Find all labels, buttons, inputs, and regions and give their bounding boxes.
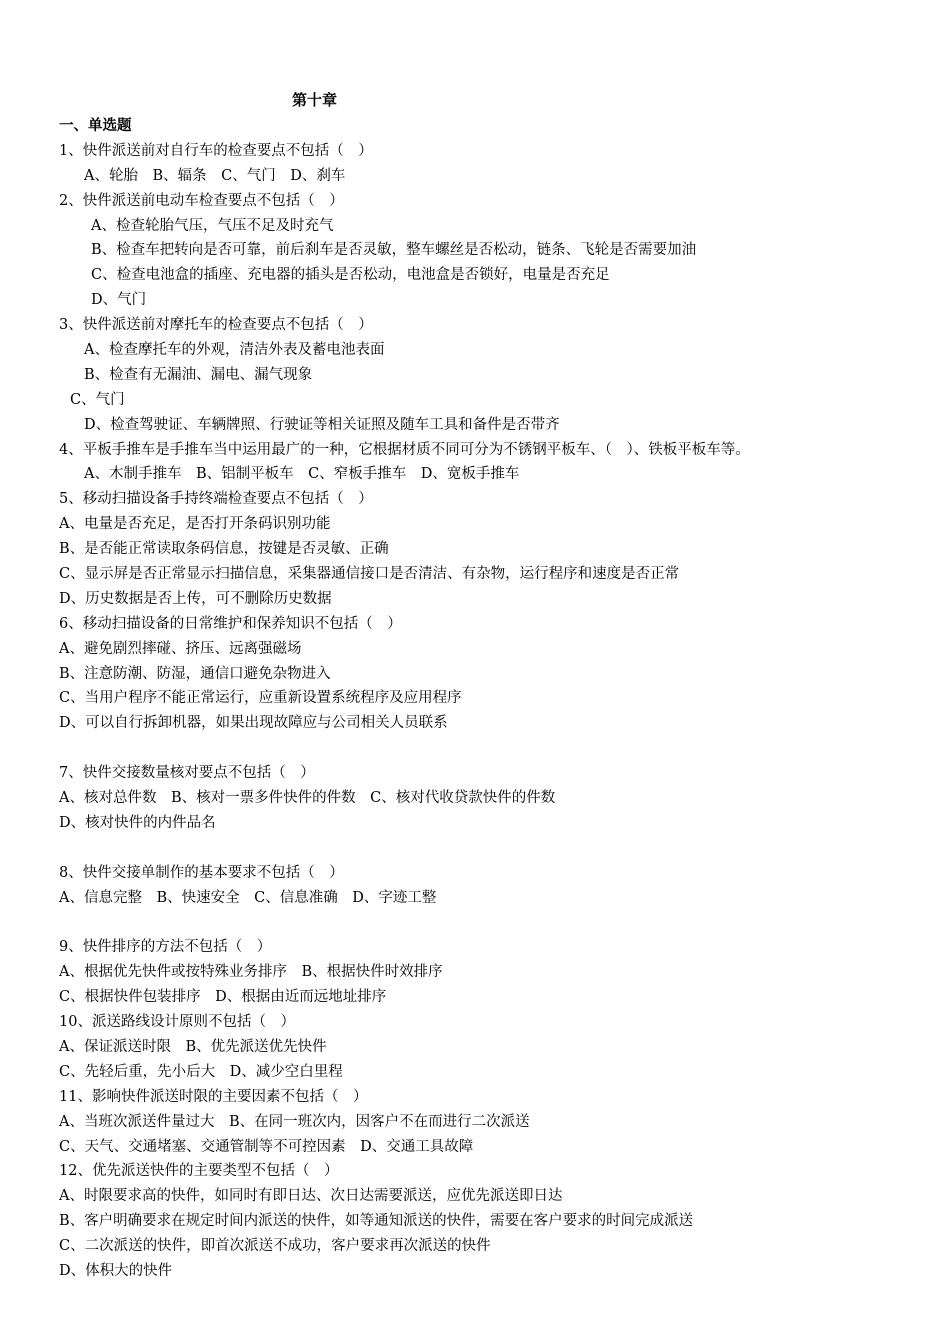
answer-option: B、客户明确要求在规定时间内派送的快件，如等通知派送的快件，需要在客户要求的时间完成派送 — [59, 1213, 694, 1230]
answer-option: A、根据优先快件或按特殊业务排序 B、根据快件时效排序 — [59, 964, 443, 981]
blank-line — [0, 736, 950, 761]
answer-option: C、显示屏是否正常显示扫描信息，采集器通信接口是否清洁、有杂物，运行程序和速度是否正常 — [59, 566, 680, 583]
answer-option: A、轮胎 B、辐条 C、气门 D、刹车 — [84, 167, 346, 184]
answer-option: C、二次派送的快件，即首次派送不成功，客户要求再次派送的快件 — [59, 1238, 491, 1255]
answer-option: D、可以自行拆卸机器，如果出现故障应与公司相关人员联系 — [59, 715, 448, 732]
question-stem: 10、派送路线设计原则不包括（ ） — [59, 1014, 295, 1031]
answer-option: C、根据快件包装排序 D、根据由近而远地址排序 — [59, 989, 387, 1006]
answer-option: D、核对快件的内件品名 — [59, 814, 216, 831]
question-stem: 12、优先派送快件的主要类型不包括（ ） — [59, 1163, 339, 1180]
answer-option: D、体积大的快件 — [59, 1262, 173, 1279]
question-stem: 2、快件派送前电动车检查要点不包括（ ） — [59, 192, 344, 209]
question-stem: 8、快件交接单制作的基本要求不包括（ ） — [59, 864, 344, 881]
question-stem: 5、移动扫描设备手持终端检查要点不包括（ ） — [59, 491, 373, 508]
answer-option: D、气门 — [91, 292, 147, 309]
answer-option: C、先轻后重，先小后大 D、减少空白里程 — [59, 1063, 343, 1080]
answer-option: B、是否能正常读取条码信息，按键是否灵敏、正确 — [59, 541, 389, 558]
answer-option: A、信息完整 B、快速安全 C、信息准确 D、字迹工整 — [59, 889, 437, 906]
question-list — [0, 114, 950, 1284]
answer-option: A、检查轮胎气压，气压不足及时充气 — [91, 217, 334, 234]
answer-option: D、检查驾驶证、车辆牌照、行驶证等相关证照及随车工具和备件是否带齐 — [84, 416, 560, 433]
answer-option: A、时限要求高的快件，如同时有即日达、次日达需要派送，应优先派送即日达 — [59, 1188, 563, 1205]
section-heading: 一、单选题 — [59, 117, 132, 134]
answer-option: A、保证派送时限 B、优先派送优先快件 — [59, 1038, 327, 1055]
question-stem: 6、移动扫描设备的日常维护和保养知识不包括（ ） — [59, 615, 402, 632]
answer-option: A、核对总件数 B、核对一票多件快件的件数 C、核对代收贷款快件的件数 — [59, 790, 556, 807]
answer-option: B、检查有无漏油、漏电、漏气现象 — [84, 366, 313, 383]
answer-option: C、天气、交通堵塞、交通管制等不可控因素 D、交通工具故障 — [59, 1138, 474, 1155]
answer-option: A、木制手推车 B、铝制平板车 C、窄板手推车 D、宽板手推车 — [84, 466, 520, 483]
answer-option: C、气门 — [70, 391, 125, 408]
answer-option: B、注意防潮、防湿，通信口避免杂物进入 — [59, 665, 331, 682]
answer-option: A、检查摩托车的外观，清洁外表及蓄电池表面 — [84, 342, 385, 359]
answer-option: D、历史数据是否上传，可不删除历史数据 — [59, 590, 332, 607]
answer-option: B、检查车把转向是否可靠，前后刹车是否灵敏，整车螺丝是否松动，链条、飞轮是否需要加油 — [91, 242, 697, 259]
question-stem: 1、快件派送前对自行车的检查要点不包括（ ） — [59, 142, 373, 159]
question-stem: 7、快件交接数量核对要点不包括（ ） — [59, 765, 315, 782]
answer-option: A、避免剧烈摔碰、挤压、远离强磁场 — [59, 640, 302, 657]
question-stem: 9、快件排序的方法不包括（ ） — [59, 939, 272, 956]
answer-option: C、检查电池盒的插座、充电器的插头是否松动，电池盒是否锁好，电量是否充足 — [91, 267, 610, 284]
blank-line — [0, 836, 950, 861]
question-stem: 4、平板手推车是手推车当中运用最广的一种，它根据材质不同可分为不锈钢平板车、（ ）、铁板平板车等。 — [59, 441, 750, 458]
question-stem: 11、影响快件派送时限的主要因素不包括（ ） — [59, 1088, 368, 1105]
chapter-title: 第十章 — [292, 91, 338, 109]
answer-option: A、电量是否充足，是否打开条码识别功能 — [59, 516, 331, 533]
question-stem: 3、快件派送前对摩托车的检查要点不包括（ ） — [59, 317, 373, 334]
answer-option: C、当用户程序不能正常运行，应重新设置系统程序及应用程序 — [59, 690, 462, 707]
answer-option: A、当班次派送件量过大 B、在同一班次内，因客户不在而进行二次派送 — [59, 1113, 530, 1130]
blank-line — [0, 911, 950, 936]
